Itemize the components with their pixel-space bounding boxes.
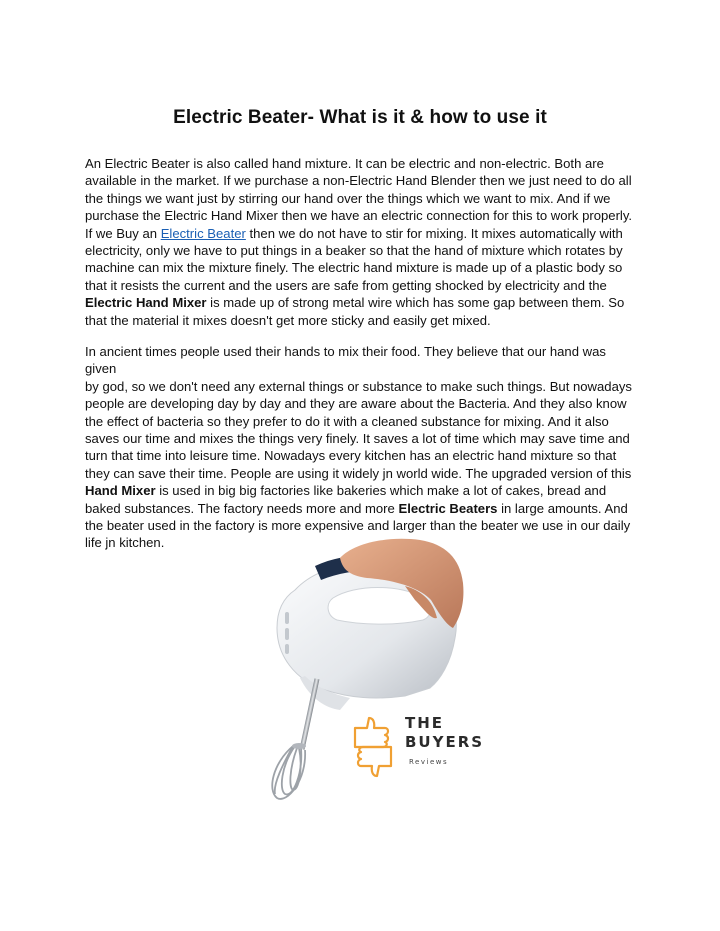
whisk [272,746,305,799]
text-segment: is made up of strong metal wire which has some gap between them. So [206,295,625,311]
text-line: that the material it mixes doesn't get more sticky and easily get mixed. [85,312,491,328]
text-segment: then we do not have to stir for mixing. It mixes automatically with [245,225,623,241]
text-line: life jn kitchen. [85,535,165,551]
text-line: electricity, only we have to put things in a beaker so that the hand of mixture which rotates by [85,243,623,259]
text-line: saves our time and mixes the things very finely. It saves a lot of time which may save time and [85,431,630,447]
logo-line-2: BUYERS [405,733,485,751]
page-title: Electric Beater- What is it & how to use it [173,107,547,128]
text-line: available in the market. If we purchase a non-Electric Hand Blender then we just need to do all [85,173,632,189]
text-line: In ancient times people used their hands to mix their food. They believe that our hand was given [85,344,606,377]
logo-line-1: THE [405,714,445,732]
thumbs-icon [345,714,401,780]
text-line: by god, so we don't need any external things or substance to make such things. But nowadays [85,378,632,394]
logo-wordmark [405,714,484,752]
text-line: that it resists the current and the users are safe from getting shocked by electricity and the [85,277,607,293]
bold-term: Electric Hand Mixer [85,295,207,311]
paragraph-intro [85,155,640,329]
text-line: the things we want just by stirring our hand over the things which we want to mix. And if we [85,190,611,206]
text-segment: If we Buy an [85,225,161,241]
text-line: An Electric Beater is also called hand mixture. It can be electric and non-electric. Both are [85,156,604,171]
text-segment: in large amounts. And [497,500,628,516]
text-line: purchase the Electric Hand Mixer then we have an electric connection for this to work properly. [85,208,633,224]
text-line: the effect of bacteria so they prefer to do it with a cleaned substance for mixing. And it also [85,413,609,429]
text-line: turn that time into leisure time. Nowadays every kitchen has an electric hand mixture so that [85,448,617,464]
bold-term: Electric Beaters [398,500,498,516]
electric-beater-link[interactable]: Electric Beater [160,225,246,241]
text-line: the beater used in the factory is more expensive and larger than the beater we use in our daily [85,518,631,534]
text-line: machine can mix the mixture finely. The electric hand mixture is made up of a plastic body so [85,260,623,276]
text-line: they can save their time. People are using it widely jn world wide. The upgraded version of this [85,465,632,481]
text-segment: baked substances. The factory needs more and more [85,500,399,516]
logo-tagline: Reviews [409,758,449,766]
text-segment: is used in big big factories like bakeries which make a lot of cakes, bread and [155,483,607,499]
the-buyers-reviews-logo [345,714,485,780]
paragraph-history [85,343,640,552]
bold-term: Hand Mixer [85,483,156,499]
text-line: people are developing day by day and they are aware about the Bacteria. And they also know [85,396,627,412]
